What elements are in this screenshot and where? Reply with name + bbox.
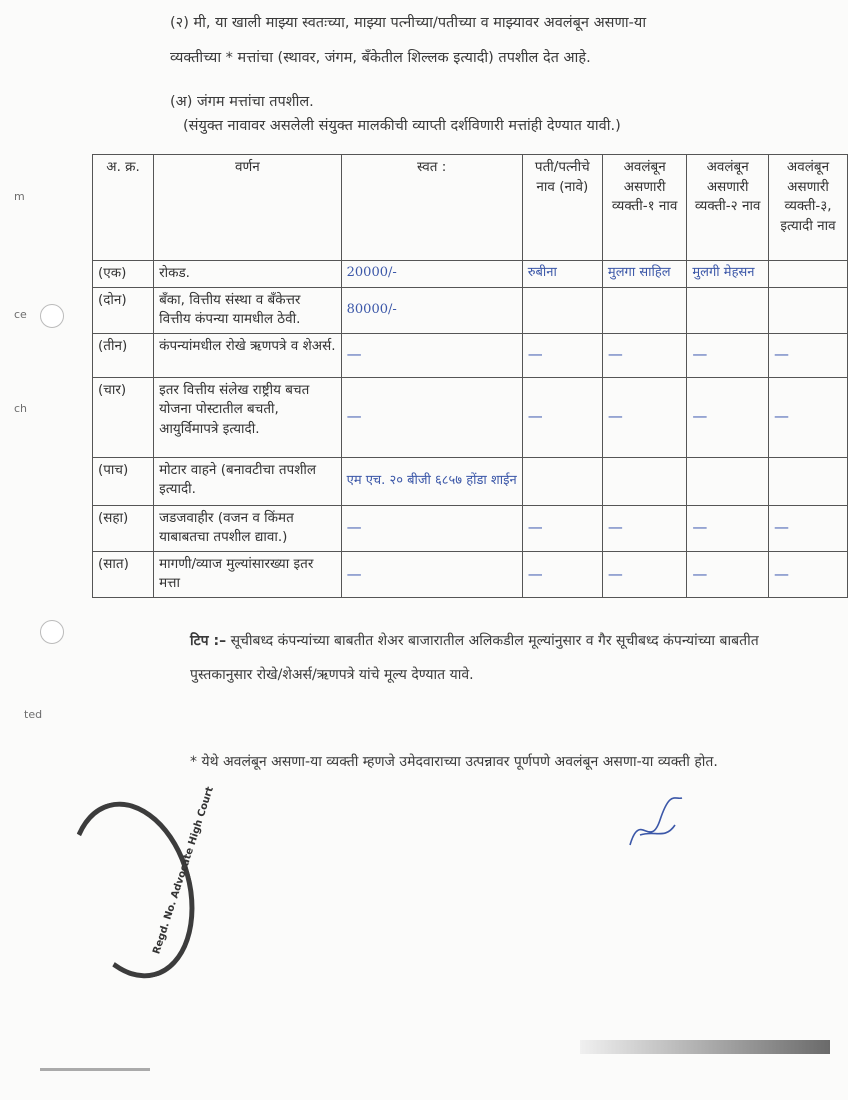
row-spouse-value: — xyxy=(522,505,602,551)
row-dependent-1-value: — xyxy=(602,505,686,551)
row-dependent-1-value: — xyxy=(602,333,686,377)
col-header-spouse: पती/पत्नीचे नाव (नावे) xyxy=(522,155,602,261)
row-dependent-1-value: — xyxy=(602,377,686,457)
row-dependent-1-value xyxy=(602,287,686,333)
col-header-serial: अ. क्र. xyxy=(93,155,154,261)
row-description: जडजवाहीर (वजन व किंमत याबाबतचा तपशील द्यावा.) xyxy=(154,505,342,551)
punch-hole xyxy=(40,304,64,328)
margin-text: m xyxy=(14,190,25,203)
row-dependent-1-value xyxy=(602,457,686,505)
row-dependent-2-value: मुलगी मेहसन xyxy=(687,261,769,288)
row-self-value: 20000/- xyxy=(341,261,522,288)
row-self-value: 80000/- xyxy=(341,287,522,333)
row-description: रोकड. xyxy=(154,261,342,288)
row-self-value: — xyxy=(341,551,522,597)
row-dependent-2-value: — xyxy=(687,377,769,457)
row-self-value: एम एच. २० बीजी ६८५७ होंडा शाईन xyxy=(341,457,522,505)
row-self-value: — xyxy=(341,377,522,457)
row-spouse-value xyxy=(522,457,602,505)
row-spouse-value: रुबीना xyxy=(522,261,602,288)
row-serial: (पाच) xyxy=(93,457,154,505)
row-serial: (दोन) xyxy=(93,287,154,333)
scan-artifact xyxy=(40,1068,150,1071)
signature-icon xyxy=(620,790,690,860)
table-row xyxy=(93,551,848,597)
row-serial: (चार) xyxy=(93,377,154,457)
col-header-description: वर्णन xyxy=(154,155,342,261)
table-header-row xyxy=(93,155,848,261)
row-dependent-1-value: मुलगा साहिल xyxy=(602,261,686,288)
row-description: मागणी/व्याज मुल्यांसारख्या इतर मत्ता xyxy=(154,551,342,597)
col-header-dependent-3: अवलंबून असणारी व्यक्ती-३, इत्यादी नाव xyxy=(768,155,847,261)
row-dependent-3-value: — xyxy=(768,333,847,377)
row-dependent-3-value xyxy=(768,457,847,505)
row-serial: (सहा) xyxy=(93,505,154,551)
advocate-stamp xyxy=(51,788,213,993)
joint-ownership-note: (संयुक्त नावावर असलेली संयुक्त मालकीची व्याप्ती दर्शविणारी मत्तांही देण्यात यावी.) xyxy=(183,118,621,134)
row-serial: (तीन) xyxy=(93,333,154,377)
table-row xyxy=(93,457,848,505)
table-row xyxy=(93,333,848,377)
row-spouse-value: — xyxy=(522,551,602,597)
row-serial: (सात) xyxy=(93,551,154,597)
scan-artifact xyxy=(580,1040,830,1054)
row-dependent-2-value: — xyxy=(687,333,769,377)
margin-text: ce xyxy=(14,308,27,321)
row-description: इतर वित्तीय संलेख राष्ट्रीय बचत योजना पोस्टातील बचती, आयुर्विमापत्रे इत्यादी. xyxy=(154,377,342,457)
row-self-value: — xyxy=(341,333,522,377)
stamp-text: Regd. No. Advocate High Court xyxy=(151,785,216,956)
table-row xyxy=(93,377,848,457)
table-row xyxy=(93,287,848,333)
col-header-self: स्वत : xyxy=(341,155,522,261)
row-spouse-value: — xyxy=(522,377,602,457)
row-dependent-2-value xyxy=(687,457,769,505)
row-description: मोटार वाहने (बनावटीचा तपशील इत्यादी. xyxy=(154,457,342,505)
intro-line-1: (२) मी, या खाली माझ्या स्वतःच्या, माझ्या पत्नीच्या/पतीच्या व माझ्यावर अवलंबून असणा-या xyxy=(170,15,647,31)
section-heading: (अ) जंगम मत्तांचा तपशील. xyxy=(170,94,314,110)
movable-assets-table xyxy=(92,154,848,598)
row-self-value: — xyxy=(341,505,522,551)
row-dependent-2-value: — xyxy=(687,551,769,597)
dependent-definition-note: * येथे अवलंबून असणा-या व्यक्ती म्हणजे उमेदवाराच्या उत्पन्नावर पूर्णपणे अवलंबून असणा-या व्यक्ती होत. xyxy=(190,754,718,770)
row-dependent-2-value xyxy=(687,287,769,333)
row-dependent-3-value xyxy=(768,287,847,333)
punch-hole xyxy=(40,620,64,644)
row-dependent-3-value: — xyxy=(768,377,847,457)
tip-text: सूचीबध्द कंपन्यांच्या बाबतीत शेअर बाजारातील अलिकडील मूल्यांनुसार व गैर सूचीबध्द कंपन्यांच्या बाबतीत पुस्तकानुसार रोखे/शेअर्स/ऋणपत्रे यांचे मूल्य देण्यात यावे. xyxy=(190,633,759,683)
row-dependent-2-value: — xyxy=(687,505,769,551)
margin-text: ted xyxy=(24,708,43,721)
row-dependent-3-value xyxy=(768,261,847,288)
row-dependent-3-value: — xyxy=(768,505,847,551)
col-header-dependent-2: अवलंबून असणारी व्यक्ती-२ नाव xyxy=(687,155,769,261)
row-spouse-value: — xyxy=(522,333,602,377)
row-description: कंपन्यांमधील रोखे ऋणपत्रे व शेअर्स. xyxy=(154,333,342,377)
table-row xyxy=(93,261,848,288)
table-row xyxy=(93,505,848,551)
row-dependent-3-value: — xyxy=(768,551,847,597)
row-description: बँका, वित्तीय संस्था व बँकेत्तर वित्तीय कंपन्या यामधील ठेवी. xyxy=(154,287,342,333)
tip-note xyxy=(190,624,790,692)
row-serial: (एक) xyxy=(93,261,154,288)
row-spouse-value xyxy=(522,287,602,333)
intro-line-2: व्यक्तीच्या * मत्तांचा (स्थावर, जंगम, बँकेतील शिल्लक इत्यादी) तपशील देत आहे. xyxy=(170,50,591,66)
row-dependent-1-value: — xyxy=(602,551,686,597)
tip-label: टिप :– xyxy=(190,633,227,649)
col-header-dependent-1: अवलंबून असणारी व्यक्ती-१ नाव xyxy=(602,155,686,261)
margin-text: ch xyxy=(14,402,28,415)
